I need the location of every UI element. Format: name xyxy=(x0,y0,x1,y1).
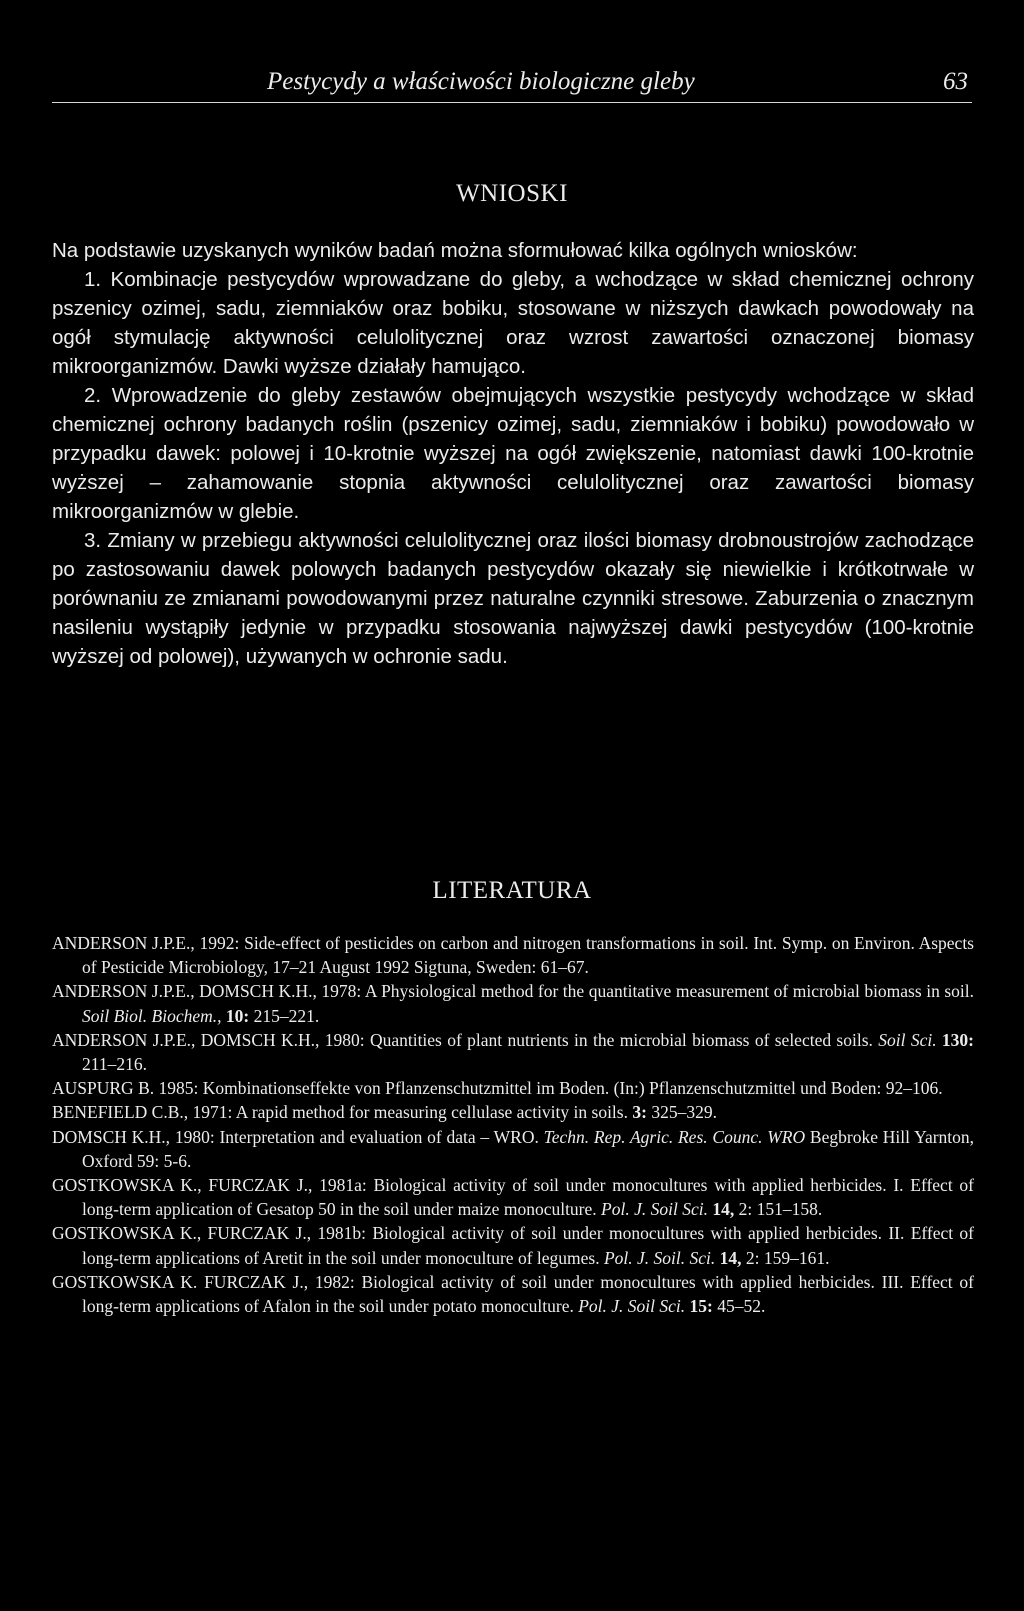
reference-text: Side-effect of pesticides on carbon and nitrogen transformations in soil. Int. Symp. on Environ. Aspects of Pesticide Microbiology, 17–21 August 1992 Sigtuna, Sweden: 61–67. xyxy=(82,933,974,978)
reference-authors: ANDERSON J.P.E., DOMSCH K.H., 1980: xyxy=(52,1029,365,1050)
reference-authors: GOSTKOWSKA K., FURCZAK J., 1981a: xyxy=(52,1175,367,1196)
reference-item xyxy=(52,931,974,979)
reference-item xyxy=(52,1028,974,1076)
reference-authors: ANDERSON J.P.E., DOMSCH K.H., 1978: xyxy=(52,981,362,1002)
reference-volume: 14, xyxy=(719,1247,742,1268)
reference-pages: 2: 151–158. xyxy=(738,1199,823,1220)
reference-text: Biological activity of soil under monocultures with applied herbicides. II. Effect of long-term applications of Aretit in the soil under monoculture of legumes. xyxy=(82,1223,974,1268)
reference-journal: Pol. J. Soil Sci. xyxy=(601,1199,708,1220)
reference-item xyxy=(52,1100,974,1124)
conclusion-point-2: 2. Wprowadzenie do gleby zestawów obejmujących wszystkie pestycydy wchodzące w skład chemicznej ochrony badanych roślin (pszenicy ozimej, sadu, ziemniaków i bobiku) powodowało w przypadku dawek: polowej i 10-krotnie wyższej na ogół zwiększenie, natomiast dawki 100-krotnie wyższej – zahamowanie stopnia aktywności celulolitycznej oraz zawartości biomasy mikroorganizmów w glebie. xyxy=(52,384,974,523)
reference-journal: Pol. J. Soil. Sci. xyxy=(603,1247,716,1268)
reference-volume: 130: xyxy=(941,1029,974,1050)
reference-authors: AUSPURG B. 1985: xyxy=(52,1078,199,1099)
reference-pages: 325–329. xyxy=(651,1102,717,1123)
reference-text: A Physiological method for the quantitative measurement of microbial biomass in soil. xyxy=(364,981,974,1002)
reference-item xyxy=(52,1221,974,1269)
page-number: 63 xyxy=(943,68,968,95)
reference-journal: Techn. Rep. Agric. Res. Counc. WRO xyxy=(543,1126,806,1147)
reference-text: Interpretation and evaluation of data – WRO. xyxy=(219,1126,539,1147)
reference-authors: GOSTKOWSKA K., FURCZAK J., 1981b: xyxy=(52,1223,367,1244)
reference-item xyxy=(52,979,974,1027)
reference-volume: 14, xyxy=(712,1199,735,1220)
conclusion-point-1: 1. Kombinacje pestycydów wprowadzane do gleby, a wchodzące w skład chemicznej ochrony pszenicy ozimej, sadu, ziemniaków oraz bobiku, stosowane w niższych dawkach powodowały na ogół stymulację aktywności celulolitycznej oraz wzrost zawartości oznaczonej biomasy mikroorganizmów. Dawki wyższe działały hamująco. xyxy=(52,268,974,378)
reference-volume: 3: xyxy=(632,1102,647,1123)
conclusions-intro: Na podstawie uzyskanych wyników badań można sformułować kilka ogólnych wniosków: xyxy=(52,239,858,262)
reference-authors: DOMSCH K.H., 1980: xyxy=(52,1126,215,1147)
conclusion-point-3: 3. Zmiany w przebiegu aktywności celulolitycznej oraz ilości biomasy drobnoustrojów zachodzące po zastosowaniu dawek polowych badanych pestycydów okazały się niewielkie i krótkotrwałe w porównaniu ze zmianami powodowanymi przez naturalne czynniki stresowe. Zaburzenia o znacznym nasileniu wystąpiły jedynie w przypadku stosowania najwyższej dawki pestycydów (100-krotnie wyższej od polowej), używanych w ochronie sadu. xyxy=(52,529,974,668)
running-header xyxy=(52,68,972,103)
reference-volume: 10: xyxy=(225,1005,250,1026)
reference-authors: ANDERSON J.P.E., 1992: xyxy=(52,933,240,953)
conclusions-heading: WNIOSKI xyxy=(456,180,568,207)
reference-pages: 215–221. xyxy=(253,1005,320,1026)
reference-text: Biological activity of soil under monocultures with applied herbicides. III. Effect of long-term applications of Afalon in the soil under potato monoculture. xyxy=(82,1271,975,1317)
reference-text: Quantities of plant nutrients in the microbial biomass of selected soils. xyxy=(369,1029,873,1050)
reference-authors: GOSTKOWSKA K. FURCZAK J., 1982: xyxy=(52,1271,355,1292)
reference-text: Biological activity of soil under monocultures with applied herbicides. I. Effect of long-term application of Gesatop 50 in the soil under maize monoculture. xyxy=(82,1175,974,1220)
reference-journal: Soil Biol. Biochem., xyxy=(82,1005,222,1026)
reference-pages: 2: 159–161. xyxy=(745,1247,830,1268)
reference-journal: Soil Sci. xyxy=(878,1029,937,1050)
reference-text: A rapid method for measuring cellulase activity in soils. xyxy=(235,1102,628,1123)
running-title: Pestycydy a właściwości biologiczne gleby xyxy=(267,68,695,95)
literature-heading: LITERATURA xyxy=(432,877,592,904)
reference-list xyxy=(52,931,974,1318)
reference-pages: 211–216. xyxy=(82,1054,147,1075)
reference-item xyxy=(52,1173,974,1221)
reference-volume: 15: xyxy=(689,1296,713,1317)
reference-item xyxy=(52,1270,974,1318)
reference-item xyxy=(52,1076,974,1100)
reference-text: Kombinationseffekte von Pflanzenschutzmittel im Boden. (In:) Pflanzenschutzmittel und Boden: 92–106. xyxy=(202,1078,943,1099)
reference-authors: BENEFIELD C.B., 1971: xyxy=(52,1102,233,1123)
reference-pages: Begbroke Hill Yarnton, Oxford 59: 5-6. xyxy=(82,1126,975,1171)
conclusions-body xyxy=(52,236,974,671)
reference-journal: Pol. J. Soil Sci. xyxy=(578,1296,686,1317)
reference-item xyxy=(52,1125,974,1173)
reference-pages: 45–52. xyxy=(717,1296,766,1317)
